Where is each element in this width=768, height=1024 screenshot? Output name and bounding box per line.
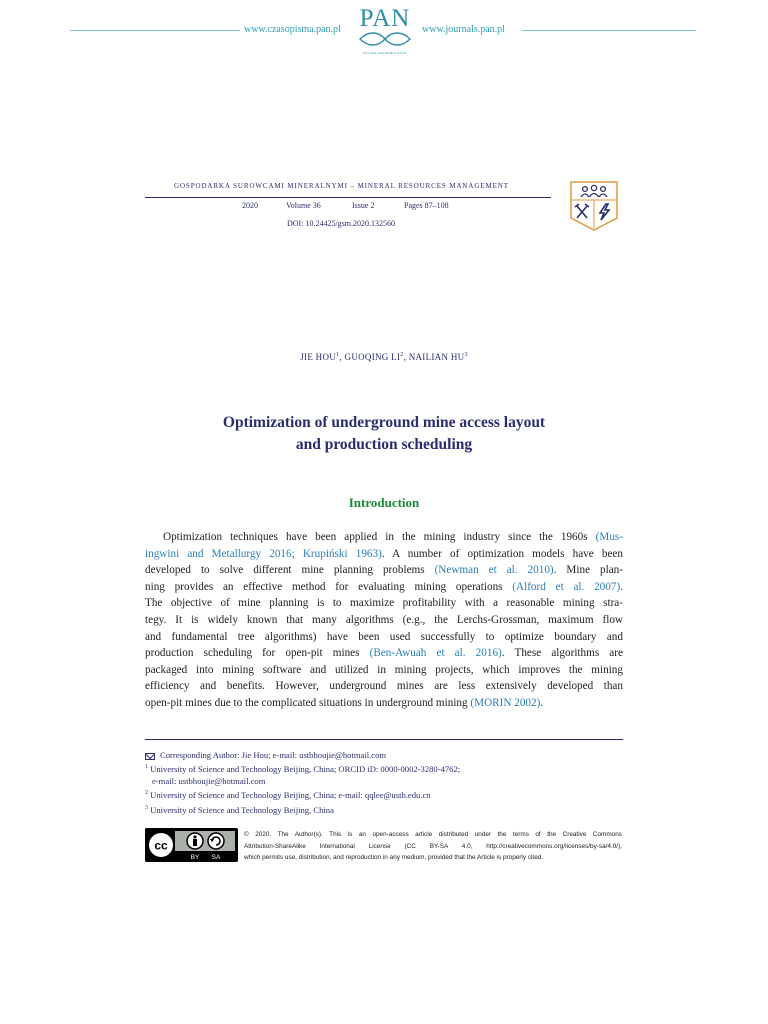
body-line: production scheduling for open-pit mines (Ben-Awuah et al. 2016). These algorithms are [145,647,623,660]
journal-volume: Volume 36 [286,201,321,210]
author-2: GUOQING LI [344,352,401,362]
pan-logo-text: PAN [359,5,411,32]
author-3: NAILIAN HU [408,352,465,362]
doi[interactable]: DOI: 10.24425/gsm.2020.132560 [287,219,395,228]
banner-rule-right [522,30,696,31]
journal-shield-logo [568,180,620,232]
pan-infinity-icon [354,32,416,46]
license-line: © 2020. The Author(s). This is an open-access article distributed under the terms of the Creative Commons [244,831,622,838]
journal-year: 2020 [242,201,258,210]
license-line: Attribution-ShareAlike International License (CC BY-SA 4.0, http://creativecommons.org/licenses/by-sa/4.0/), [244,842,622,850]
author-3-affil: 3 [464,352,468,358]
pan-logo [354,6,416,56]
paper-title [0,412,768,456]
author-1: JIE HOU [300,352,337,362]
citation-link[interactable]: (Newman et al. 2010) [434,564,554,577]
license-line: which permits use, distribution, and reproduction in any medium, provided that the Article is properly cited. [244,854,544,862]
paper-title-line-1: Optimization of underground mine access layout [222,414,546,431]
footnote-1-email: e-mail: ustbhoujie@hotmail.com [152,776,266,787]
footnote-corresponding: Corresponding Author: Jie Hou; e-mail: ustbhoujie@hotmail.com [145,749,623,761]
journal-rule [145,197,551,198]
citation-link[interactable]: (Ben-Awuah et al. 2016) [369,647,502,660]
footnote-1: $^1$ University of Science and Technology Beijing, China; ORCID iD: 0000-0002-3280-4762; [145,764,461,775]
cc-icon [148,832,174,858]
footnotes [145,749,623,816]
authors: JIE HOU$^1$, GUOQING $LI^2$, NAILIAN $HU^3$ [300,352,468,362]
journal-pages: Pages 87–108 [404,201,449,210]
citation-link[interactable]: ingwini and Metallurgy 2016; Krupiński 1963) [145,547,382,560]
body-line: packaged into mining software and utilized in mining projects, which improves the mining [145,663,623,676]
banner-left-url[interactable]: www.czasopisma.pan.pl [244,24,341,35]
pan-logo-sub: POLSKA AKADEMIA NAUK [363,51,407,55]
citation-link[interactable]: (Alford et al. 2007) [512,580,621,593]
badge-sa-label: SA [211,854,221,861]
body-line: tegy. It is widely known that many algorithms (e.g., the Lerchs-Grossman, maximum flow [145,613,623,626]
body-line: Optimization techniques have been applied in the mining industry since the 1960s (Mus- [163,531,623,543]
journal-issue: Issue 2 [352,201,375,210]
citation-link[interactable]: (Mus- [595,531,623,543]
section-heading-introduction: Introduction [348,495,420,510]
svg-text:cc: cc [154,838,168,853]
banner-right-url[interactable]: www.journals.pan.pl [422,24,505,35]
sa-icon [208,833,224,849]
by-person-icon [187,833,203,849]
body-line: open-pit mines due to the complicated situations in underground mining (MORIN 2002). [145,696,544,709]
introduction-paragraph [145,529,623,712]
badge-by-label: BY [190,854,200,861]
author-1-affil: 1 [336,352,340,358]
mail-icon [145,753,155,760]
journal-name: GOSPODARKA SUROWCAMI MINERALNYMI – MINERAL RESOURCES MANAGEMENT [174,182,509,190]
cc-by-sa-badge[interactable] [145,828,238,862]
citation-link[interactable]: (MORIN 2002) [470,696,541,709]
body-line: efficiency and benefits. However, underground mines are less extensively developed than [145,680,623,693]
body-line: and fundamental tree algorithms) have been used successfully to optimize boundary and [145,630,623,643]
banner-rule-left [70,30,240,31]
author-2-affil: 2 [400,352,404,358]
body-line: ingwini and Metallurgy 2016; Krupiński 1963). A number of optimization models have been [145,547,623,560]
paper-title-line-2: and production scheduling [295,436,473,453]
body-line: ning provides an effective method for evaluating mining operations (Alford et al. 2007). [145,580,623,593]
footnote-3: $^3$ University of Science and Technology Beijing, China [145,804,334,815]
footnote-2: $^2$ University of Science and Technology Beijing, China; e-mail: qqlee@ustb.edu.cn [145,790,431,801]
footnote-rule [145,739,623,740]
license-text [244,829,622,864]
body-line: developed to solve different mine planning problems (Newman et al. 2010). Mine plan- [145,564,624,577]
body-line: The objective of mine planning is to maximize profitability with a reasonable mining stra- [145,597,623,610]
